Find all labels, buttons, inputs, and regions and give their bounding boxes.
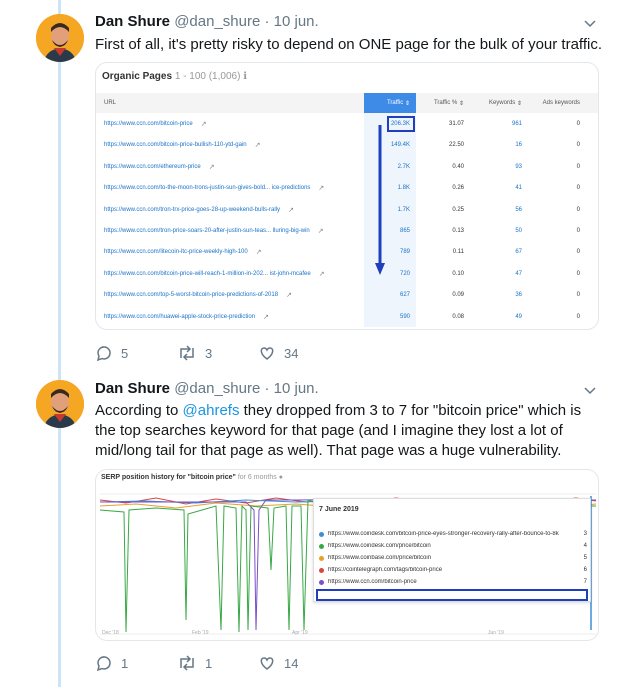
row-ads-keywords: 0: [576, 121, 580, 127]
mention-link[interactable]: @ahrefs: [182, 402, 240, 419]
row-traffic[interactable]: 2.7K: [397, 163, 410, 170]
serp-chart-image[interactable]: [95, 469, 599, 641]
row-traffic-pct: 22.50: [448, 142, 464, 149]
row-ads-keywords: 0: [576, 142, 580, 149]
reply-count: 5: [121, 345, 129, 361]
table-row: [96, 134, 599, 156]
table-row: [96, 306, 599, 328]
retweet-count: 1: [205, 655, 213, 671]
x-tick: Apr '19: [292, 630, 308, 636]
external-link-icon[interactable]: ↗: [255, 249, 262, 257]
like-count: 34: [284, 345, 299, 361]
row-traffic-pct: 0.13: [452, 228, 464, 234]
like-count: 14: [284, 655, 299, 671]
row-ads-keywords: 0: [576, 249, 580, 256]
col-ads-keywords[interactable]: Ads keywords: [542, 100, 580, 106]
x-tick: Feb '19: [192, 630, 209, 636]
tweet-text: First of all, it's pretty risky to depend on ONE page for the bulk of your traffic.: [95, 36, 602, 53]
tooltip-url: https://www.ccn.com/bitcoin-price: [328, 579, 417, 585]
row-url-link[interactable]: https://www.ccn.com/bitcoin-price-bullish-110-ytd-gain ↗: [104, 142, 261, 150]
reply-button[interactable]: [95, 654, 128, 672]
table-row: [96, 220, 599, 242]
row-traffic[interactable]: 865: [399, 228, 410, 234]
reply-icon: [95, 654, 113, 672]
table-row: [96, 113, 599, 135]
retweet-icon: [177, 344, 197, 362]
row-ads-keywords: 0: [576, 163, 580, 170]
retweet-button[interactable]: [177, 344, 212, 362]
tooltip-position: 3: [583, 531, 587, 537]
chevron-down-icon[interactable]: [582, 383, 598, 399]
author-handle[interactable]: @dan_shure: [174, 380, 261, 397]
tweet-date[interactable]: · 10 jun.: [264, 13, 319, 30]
row-url-link[interactable]: https://www.ccn.com/bitcoin-price ↗: [104, 121, 207, 128]
author-name[interactable]: Dan Shure: [95, 13, 171, 30]
author-handle[interactable]: @dan_shure: [174, 13, 261, 30]
info-icon: ℹ: [243, 71, 248, 82]
table-row: [96, 156, 599, 178]
row-keywords[interactable]: 50: [515, 228, 522, 234]
row-url-link[interactable]: https://www.ccn.com/tron-price-soars-20-after-justin-sun-teas... lluring-big-win ↗: [104, 228, 324, 235]
row-keywords[interactable]: 67: [515, 249, 522, 256]
tooltip-date: 7 June 2019: [319, 506, 359, 513]
row-url-link[interactable]: https://www.ccn.com/bitcoin-price-will-reach-1-million-in-202... ist-john-mcafee ↗: [104, 270, 325, 278]
row-keywords[interactable]: 56: [515, 206, 522, 213]
tweet[interactable]: [0, 372, 626, 687]
tweet-actions: [95, 344, 395, 364]
external-link-icon[interactable]: ↗: [208, 163, 215, 171]
table-row: [96, 199, 599, 221]
serp-tooltip: [313, 498, 591, 602]
row-traffic-pct: 0.26: [452, 185, 464, 192]
row-url-link[interactable]: https://www.ccn.com/huawei-apple-stock-price-prediction ↗: [104, 313, 269, 321]
row-traffic[interactable]: 789: [399, 249, 410, 256]
tooltip-url: https://cointelegraph.com/tags/bitcoin-price: [328, 567, 443, 573]
tweet-actions: [95, 654, 395, 674]
row-traffic[interactable]: 720: [399, 270, 410, 277]
col-url[interactable]: URL: [104, 100, 117, 106]
table-row: [96, 241, 599, 263]
row-traffic[interactable]: 206.3K: [390, 121, 410, 127]
tooltip-position: 7: [583, 579, 587, 585]
col-traffic[interactable]: Traffic ⇕: [364, 93, 416, 113]
row-traffic[interactable]: 149.4K: [390, 142, 410, 149]
row-keywords[interactable]: 41: [515, 185, 522, 192]
row-traffic-pct: 0.09: [452, 292, 464, 299]
row-keywords[interactable]: 961: [511, 121, 522, 127]
row-traffic-pct: 0.10: [452, 270, 464, 277]
x-tick: Dec '18: [102, 630, 119, 636]
x-tick: Jun '19: [488, 630, 504, 636]
row-traffic[interactable]: 1.7K: [397, 206, 410, 213]
tooltip-row: [319, 541, 587, 551]
tooltip-position: 4: [583, 543, 587, 549]
row-url-link[interactable]: https://www.ccn.com/litecoin-ltc-price-weekly-high-100 ↗: [104, 249, 262, 257]
series-dot: [319, 568, 324, 573]
tooltip-position: 5: [583, 555, 587, 561]
row-ads-keywords: 0: [576, 292, 580, 299]
avatar-image: [36, 380, 84, 428]
heart-icon: [258, 654, 276, 672]
serp-chart-title: SERP position history for "bitcoin price" for 6 months ●: [101, 474, 283, 481]
row-keywords[interactable]: 36: [515, 292, 522, 299]
chevron-down-icon[interactable]: [582, 16, 598, 32]
reply-icon: [95, 344, 113, 362]
table-row: [96, 177, 599, 199]
retweet-count: 3: [205, 345, 213, 361]
external-link-icon[interactable]: ↗: [200, 121, 207, 128]
row-traffic-pct: 0.40: [452, 163, 464, 170]
organic-pages-title: Organic Pages 1 - 100 (1,006) ℹ: [102, 71, 248, 82]
tooltip-row: [319, 565, 587, 575]
row-ads-keywords: 0: [576, 270, 580, 277]
avatar[interactable]: [36, 380, 84, 428]
tweet-date[interactable]: · 10 jun.: [264, 380, 319, 397]
col-keywords[interactable]: Keywords ⇕: [488, 100, 522, 107]
row-url-link[interactable]: https://www.ccn.com/to-the-moon-trons-justin-sun-gives-bold... ice-predictions ↗: [104, 185, 325, 193]
row-ads-keywords: 0: [576, 185, 580, 192]
row-keywords[interactable]: 16: [515, 142, 522, 149]
heart-icon: [258, 344, 276, 362]
tooltip-row: [319, 577, 587, 587]
avatar-image: [36, 14, 84, 62]
reply-button[interactable]: [95, 344, 128, 362]
avatar[interactable]: [36, 14, 84, 62]
row-traffic[interactable]: 1.8K: [397, 185, 410, 192]
tooltip-highlight-box: [316, 589, 588, 601]
row-keywords[interactable]: 47: [515, 270, 522, 277]
row-traffic[interactable]: 627: [399, 292, 410, 299]
external-link-icon[interactable]: ↗: [317, 228, 324, 235]
tooltip-position: 6: [583, 567, 587, 573]
row-keywords[interactable]: 93: [515, 163, 522, 170]
external-link-icon[interactable]: ↗: [318, 270, 325, 278]
tooltip-row: [319, 553, 587, 563]
row-traffic-pct: 31.07: [448, 121, 464, 127]
retweet-icon: [177, 654, 197, 672]
tooltip-url: https://www.coindesk.com/price/bitcoin: [328, 543, 431, 549]
info-icon: ●: [278, 474, 283, 481]
retweet-button[interactable]: [177, 654, 212, 672]
table-row: [96, 263, 599, 285]
tooltip-row: [319, 529, 587, 539]
like-button[interactable]: [258, 654, 298, 672]
tooltip-url: https://www.coinbase.com/price/bitcoin: [328, 555, 432, 561]
row-traffic-pct: 0.08: [452, 313, 464, 320]
series-dot: [319, 556, 324, 561]
row-traffic-pct: 0.25: [452, 206, 464, 213]
series-dot: [319, 580, 324, 585]
reply-count: 1: [121, 655, 129, 671]
row-ads-keywords: 0: [576, 313, 580, 320]
row-ads-keywords: 0: [576, 206, 580, 213]
row-url-link[interactable]: https://www.ccn.com/top-5-worst-bitcoin-price-predictions-of-2018 ↗: [104, 292, 292, 300]
row-ads-keywords: 0: [576, 228, 580, 234]
row-url-link[interactable]: https://www.ccn.com/tron-trx-price-goes-28-up-weekend-bulls-rally ↗: [104, 206, 294, 214]
table-row: [96, 284, 599, 306]
series-dot: [319, 544, 324, 549]
col-traffic-pct[interactable]: Traffic % ⇕: [433, 100, 464, 107]
external-link-icon[interactable]: ↗: [318, 185, 325, 193]
row-traffic[interactable]: 590: [399, 313, 410, 320]
row-traffic-pct: 0.11: [452, 249, 464, 256]
row-url-link[interactable]: https://www.ccn.com/ethereum-price ↗: [104, 163, 215, 171]
down-arrow-icon: [374, 123, 394, 283]
author-name[interactable]: Dan Shure: [95, 380, 171, 397]
external-link-icon[interactable]: ↗: [254, 142, 261, 150]
row-keywords[interactable]: 49: [515, 313, 522, 320]
external-link-icon[interactable]: ↗: [263, 313, 269, 321]
external-link-icon[interactable]: ↗: [288, 206, 294, 214]
table-header: [96, 93, 599, 113]
like-button[interactable]: [258, 344, 298, 362]
tooltip-url: https://www.coindesk.com/bitcoin-price-eyes-stronger-recovery-rally-after-bounce-to-8k: [328, 531, 559, 537]
series-dot: [319, 532, 324, 537]
organic-pages-image[interactable]: [95, 62, 599, 330]
external-link-icon[interactable]: ↗: [286, 292, 292, 300]
tweet-text: According to @ahrefs they dropped from 3 to 7 for "bitcoin price" which is the top searches keyword for that page (and I imagine they lost a lot of mid/long tail for that page as well). That page was a huge vulnerability.: [95, 402, 582, 459]
